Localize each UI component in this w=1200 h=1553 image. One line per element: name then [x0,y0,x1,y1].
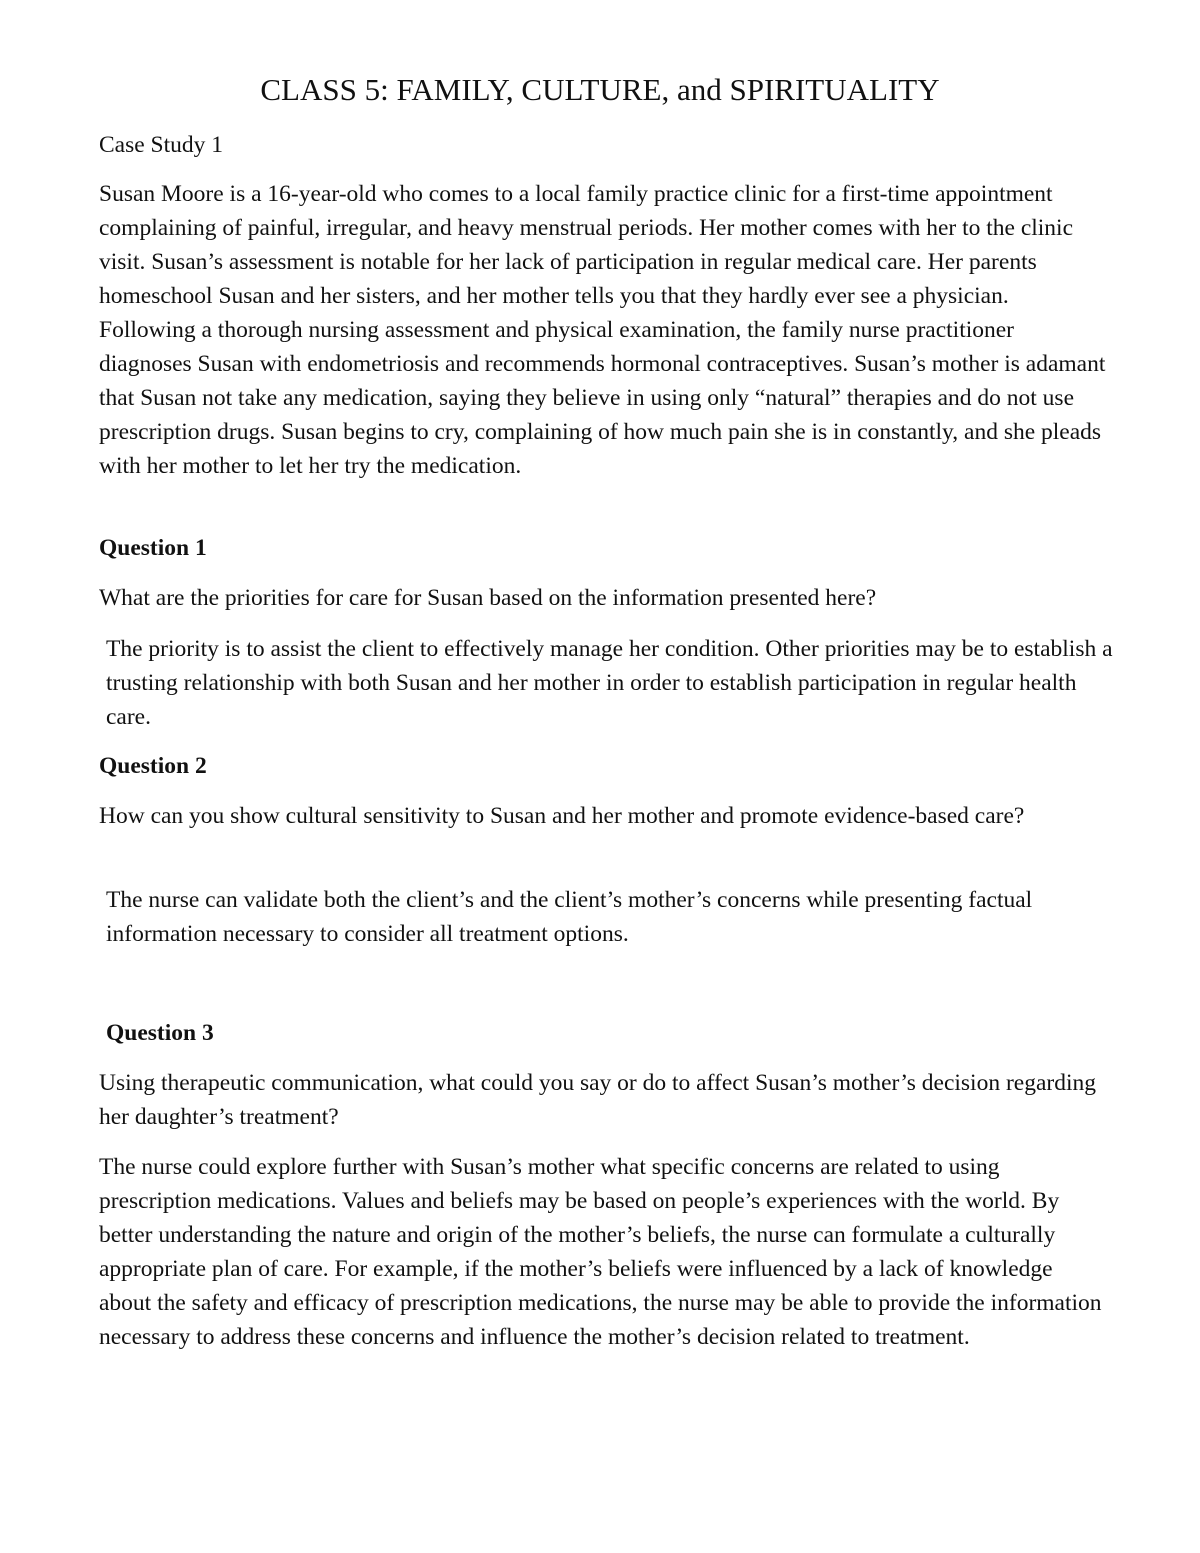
question-1-prompt: What are the priorities for care for Susan based on the information presented here? [99,585,877,611]
question-1-answer: The priority is to assist the client to effectively manage her condition. Other priorities may be to establish a trusting relationship with both Susan and her mother in order to establish participation in regular health care. [106,636,1113,730]
case-study-label: Case Study 1 [99,132,224,158]
question-3-answer: The nurse could explore further with Susan’s mother what specific concerns are related to using prescription medications. Values and beliefs may be based on people’s experiences with the world. By better understanding the nature and origin of the mother’s beliefs, the nurse can formulate a culturally appropriate plan of care. For example, if the mother’s beliefs were influenced by a lack of knowledge about the safety and efficacy of prescription medications, the nurse may be able to provide the information necessary to address these concerns and influence the mother’s decision related to treatment. [99,1154,1102,1350]
question-3-heading: Question 3 [106,1020,214,1046]
page-title: CLASS 5: FAMILY, CULTURE, and SPIRITUALITY [260,72,940,107]
question-3-prompt: Using therapeutic communication, what could you say or do to affect Susan’s mother’s decision regarding her daughter’s treatment? [99,1070,1096,1130]
question-2-heading: Question 2 [99,753,207,779]
question-1-heading: Question 1 [99,535,207,561]
question-2-answer: The nurse can validate both the client’s and the client’s mother’s concerns while presenting factual information necessary to consider all treatment options. [106,887,1033,947]
case-study-text: Susan Moore is a 16-year-old who comes to a local family practice clinic for a first-time appointment complaining of painful, irregular, and heavy menstrual periods. Her mother comes with her to the clinic visit. Susan’s assessment is notable for her lack of participation in regular medical care. Her parents homeschool Susan and her sisters, and her mother tells you that they hardly ever see a physician. Following a thorough nursing assessment and physical examination, the family nurse practitioner diagnoses Susan with endometriosis and recommends hormonal contraceptives. Susan’s mother is adamant that Susan not take any medication, saying they believe in using only “natural” therapies and do not use prescription drugs. Susan begins to cry, complaining of how much pain she is in constantly, and she pleads with her mother to let her try the medication. [99,181,1106,479]
question-2-prompt: How can you show cultural sensitivity to Susan and her mother and promote evidence-based care? [99,803,1025,829]
